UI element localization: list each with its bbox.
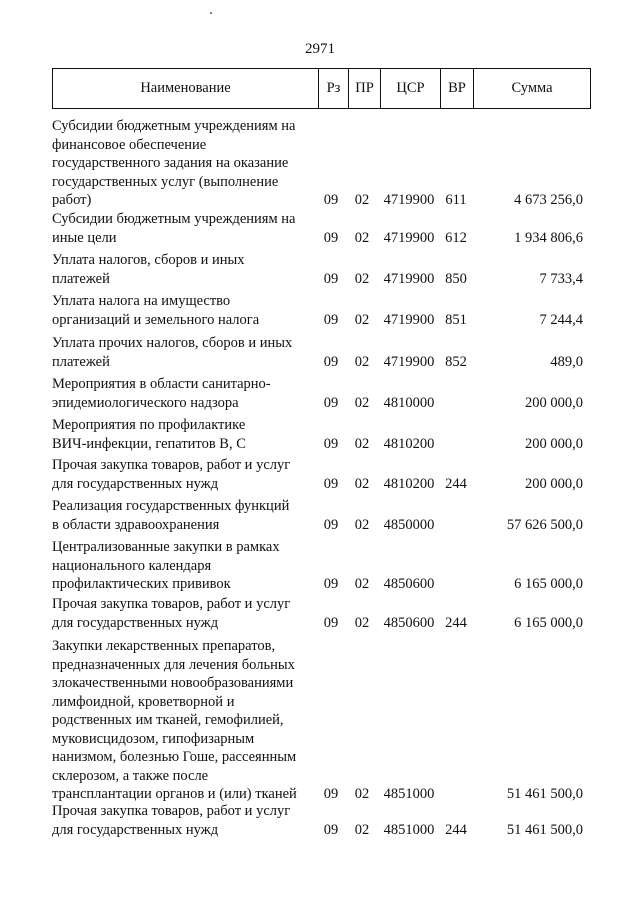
row-pr: 02	[354, 435, 370, 452]
row-pr: 02	[354, 311, 370, 328]
row-rz: 09	[323, 435, 339, 452]
row-csr: 4719900	[383, 270, 435, 287]
row-rz: 09	[323, 516, 339, 533]
row-name-line: финансовое обеспечение	[52, 136, 207, 153]
row-sum: 489,0	[550, 353, 583, 370]
row-csr: 4719900	[383, 192, 435, 208]
row-name	[52, 538, 312, 594]
row-rz: 09	[323, 821, 339, 838]
row-sum: 7 244,4	[539, 311, 583, 328]
row-rz: 09	[323, 311, 339, 328]
row-name-line: Централизованные закупки в рамках	[52, 539, 280, 555]
header-name: Наименование	[140, 80, 231, 96]
row-name-line: Уплата налога на имущество	[52, 293, 231, 309]
row-name-line: Прочая закупка товаров, работ и услуг	[52, 596, 291, 612]
row-name-line: лимфоидной, кроветворной и	[52, 693, 235, 710]
row-name-line: для государственных нужд	[52, 821, 219, 838]
row-name-line: Мероприятия по профилактике	[52, 417, 246, 433]
row-name-line: злокачественными новообразованиями	[52, 675, 294, 691]
header-pr: ПР	[348, 69, 380, 108]
row-vr: 852	[445, 353, 467, 370]
row-rz: 09	[323, 192, 339, 208]
row-vr: 851	[445, 311, 467, 328]
row-csr: 4810000	[383, 394, 435, 411]
row-name-line: Уплата налогов, сборов и иных	[52, 252, 245, 268]
row-rz: 09	[323, 353, 339, 370]
header-rz: Рз	[318, 69, 348, 108]
row-rz: 09	[323, 394, 339, 411]
row-name-line: для государственных нужд	[52, 475, 219, 492]
row-vr: 612	[445, 229, 467, 246]
row-name-line: муковисцидозом, гипофизарным	[52, 730, 255, 747]
row-rz: 09	[323, 786, 339, 802]
row-name	[52, 292, 312, 329]
row-name-line: организаций и земельного налога	[52, 311, 260, 328]
row-name-line: иные цели	[52, 229, 117, 246]
row-name-line: склерозом, а также после	[52, 767, 209, 784]
row-name-line: в области здравоохранения	[52, 516, 220, 533]
row-sum: 200 000,0	[525, 435, 583, 452]
header-csr: ЦСР	[380, 69, 440, 108]
page-number: 2971	[305, 41, 335, 57]
row-csr: 4851000	[383, 821, 435, 838]
row-name-line: государственного задания на оказание	[52, 155, 289, 171]
row-vr: 611	[445, 192, 467, 208]
row-sum: 57 626 500,0	[506, 516, 583, 533]
row-rz: 09	[323, 614, 339, 631]
row-sum: 200 000,0	[525, 394, 583, 411]
row-name	[52, 802, 312, 839]
row-sum: 7 733,4	[539, 270, 583, 287]
row-rz: 09	[323, 270, 339, 287]
table-header	[52, 68, 591, 109]
row-pr: 02	[354, 614, 370, 631]
row-pr: 02	[354, 270, 370, 287]
row-vr: 850	[445, 270, 467, 287]
row-csr: 4719900	[383, 311, 435, 328]
row-rz: 09	[323, 576, 339, 592]
row-name-line: для государственных нужд	[52, 614, 219, 631]
row-name-line: Прочая закупка товаров, работ и услуг	[52, 803, 291, 819]
row-pr: 02	[354, 353, 370, 370]
row-rz: 09	[323, 229, 339, 246]
row-name-line: Реализация государственных функций	[52, 498, 290, 514]
row-name-line: предназначенных для лечения больных	[52, 656, 295, 673]
row-name-line: Прочая закупка товаров, работ и услуг	[52, 457, 291, 473]
row-csr: 4810200	[383, 435, 435, 452]
row-name-line: трансплантации органов и (или) тканей	[52, 786, 297, 802]
row-csr: 4850600	[383, 614, 435, 631]
row-name	[52, 375, 312, 412]
row-name-line: Субсидии бюджетным учреждениям на	[52, 118, 296, 134]
row-sum: 4 673 256,0	[514, 192, 583, 208]
row-pr: 02	[354, 229, 370, 246]
row-name-line: нанизмом, болезнью Гоше, рассеянным	[52, 749, 297, 765]
row-csr: 4719900	[383, 229, 435, 246]
row-name	[52, 251, 312, 288]
row-csr: 4850000	[383, 516, 435, 533]
row-csr: 4810200	[383, 475, 435, 492]
row-sum: 1 934 806,6	[514, 229, 583, 246]
row-name-line: ВИЧ-инфекции, гепатитов В, С	[52, 435, 246, 452]
row-pr: 02	[354, 516, 370, 533]
row-name-line: Закупки лекарственных препаратов,	[52, 638, 276, 654]
row-name-line: родственных им тканей, гемофилией,	[52, 712, 284, 728]
row-csr: 4719900	[383, 353, 435, 370]
row-pr: 02	[354, 394, 370, 411]
row-name	[52, 595, 312, 632]
row-pr: 02	[354, 821, 370, 838]
row-name-line: платежей	[52, 270, 110, 287]
row-name	[52, 497, 312, 534]
row-name-line: работ)	[52, 192, 92, 208]
row-name	[52, 334, 312, 371]
row-name-line: национального календаря	[52, 557, 212, 574]
row-pr: 02	[354, 192, 370, 208]
scan-speck	[210, 12, 212, 14]
row-sum: 6 165 000,0	[514, 614, 583, 631]
row-sum: 51 461 500,0	[506, 821, 583, 838]
row-pr: 02	[354, 576, 370, 592]
row-sum: 6 165 000,0	[514, 576, 583, 592]
row-sum: 51 461 500,0	[506, 786, 583, 802]
header-sum: Сумма	[473, 69, 590, 108]
row-name-line: государственных услуг (выполнение	[52, 173, 279, 190]
row-name-line: Уплата прочих налогов, сборов и иных	[52, 335, 293, 351]
row-name-line: Мероприятия в области санитарно-	[52, 376, 271, 392]
row-name-line: профилактических прививок	[52, 576, 231, 592]
row-vr: 244	[445, 821, 467, 838]
row-csr: 4851000	[383, 786, 435, 802]
row-sum: 200 000,0	[525, 475, 583, 492]
row-pr: 02	[354, 786, 370, 802]
row-pr: 02	[354, 475, 370, 492]
row-name	[52, 416, 312, 453]
row-name	[52, 637, 312, 804]
row-name	[52, 117, 312, 210]
row-name-line: Субсидии бюджетным учреждениям на	[52, 211, 296, 227]
row-name	[52, 456, 312, 493]
row-csr: 4850600	[383, 576, 435, 592]
row-name-line: платежей	[52, 353, 110, 370]
row-vr: 244	[445, 614, 467, 631]
row-name-line: эпидемиологического надзора	[52, 394, 239, 411]
row-rz: 09	[323, 475, 339, 492]
header-vr: ВР	[440, 69, 473, 108]
row-name	[52, 210, 312, 247]
row-vr: 244	[445, 475, 467, 492]
